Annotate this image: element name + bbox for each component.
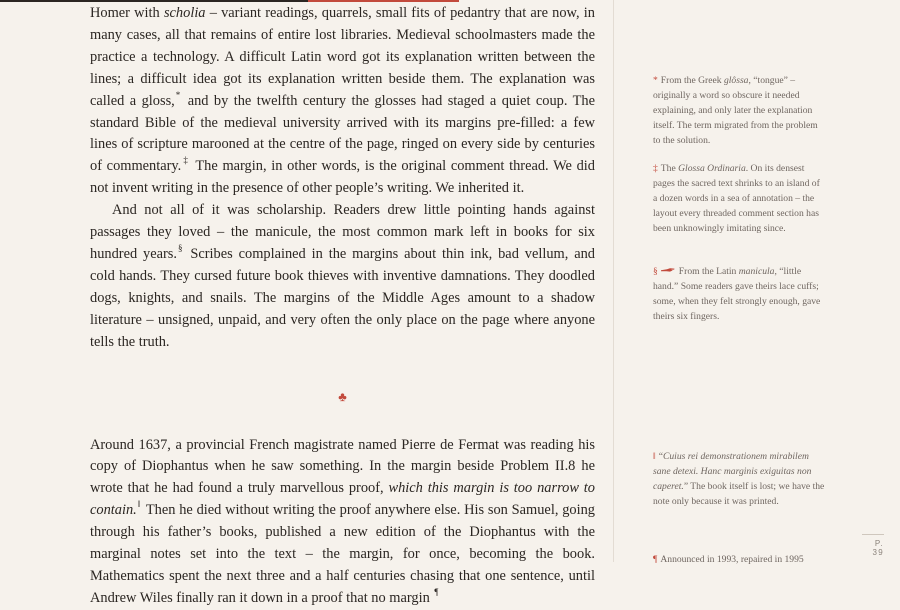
reading-progress-bar (0, 0, 900, 2)
page-number: P. 39 (862, 534, 884, 557)
sidenote-fermat: ‖ “Cuius rei demonstrationem mirabilem sane detexi. Hanc marginis exiguitas non caperet.” The book itself is lost; we have the note only because it was printed. (653, 451, 825, 507)
footnote-ref-fermat[interactable]: ‖ (137, 499, 141, 510)
footnote-ref-gloss[interactable]: * (175, 89, 181, 100)
sidenote-mark: ¶ (653, 554, 658, 565)
article-body (90, 3, 595, 610)
reading-progress-fill (0, 0, 308, 2)
sidenote-mark: ‡ (653, 163, 658, 174)
sidenote-glossa-ordinaria: ‡ The Glossa Ordinaria. On its densest pages the sacred text shrinks to an island of a dozen words in a sea of annotation – the layout every threaded comment section has been unknowingly imitating since. (653, 163, 820, 234)
sidenote-gloss: * From the Greek glôssa, “tongue” – originally a word so obscure it needed explaining, and only later the explanation itself. The term migrated from the problem to the solution. (653, 75, 818, 146)
paragraph-glosses: Homer with scholia – variant readings, quarrels, small fits of pedantry that are now, in many cases, all that remains of entire lost libraries. Medieval schoolmasters made the practice a technology. A difficult Latin word got its explanation written between the lines; a difficult idea got its explanation written beside them. The explanation was called a gloss,* and by the twelfth century the glosses had staged a quiet coup. The standard Bible of the medieval university arrived with its margins pre-filled: a few lines of scripture marooned at the centre of the page, ringed on every side by centuries of commentary.‡ The margin, in other words, is the original comment thread. We did not invent writing in the presence of other people’s writing. We inherited it. (90, 5, 595, 197)
reading-progress-marker (308, 0, 459, 2)
paragraph-manicules: And not all of it was scholarship. Readers drew little pointing hands against passages they loved – the manicule, the most common mark left in books for six hundred years.§ Scribes complained in the margins about thin ink, bad vellum, and cold hands. They cursed future book thieves with inventive damnations. They doodled dogs, knights, and snails. The margins of the Middle Ages amount to a shadow literature – unsigned, unpaid, and very often the only place on the page where anyone tells the truth. (90, 202, 595, 350)
manicule-icon (661, 267, 675, 273)
sidenote-mark: ‖ (653, 451, 656, 462)
section-ornament: ♣ (338, 388, 347, 404)
sidenote-mark: * (653, 75, 658, 86)
margin-divider (613, 0, 614, 562)
sidenote-wiles: ¶ Announced in 1993, repaired in 1995 (653, 554, 804, 565)
paragraph-fermat: Around 1637, a provincial French magistrate named Pierre de Fermat was reading his copy of Diophantus when he saw something. In the margin beside Problem II.8 he wrote that he had found a truly marvellous proof, which this margin is too narrow to contain.‖ Then he died without writing the proof anywhere else. His son Samuel, going through his father’s books, published a new edition of the Diophantus with the marginal notes set into the text – the margin, for once, becoming the book. Mathematics spent the next three and a half centuries chasing that one sentence, until Andrew Wiles finally ran it down in a proof that no margin ¶ (90, 436, 596, 606)
footnote-ref-glossa[interactable]: ‡ (182, 155, 189, 166)
sidenote-manicule: § From the Latin manicula, “little hand.” Some readers gave theirs lace cuffs; some, when they felt strongly enough, gave theirs six fingers. (653, 266, 821, 322)
footnote-ref-manicule[interactable]: § (178, 242, 183, 253)
footnote-ref-wiles[interactable]: ¶ (434, 586, 439, 597)
sidenote-mark: § (653, 266, 658, 277)
